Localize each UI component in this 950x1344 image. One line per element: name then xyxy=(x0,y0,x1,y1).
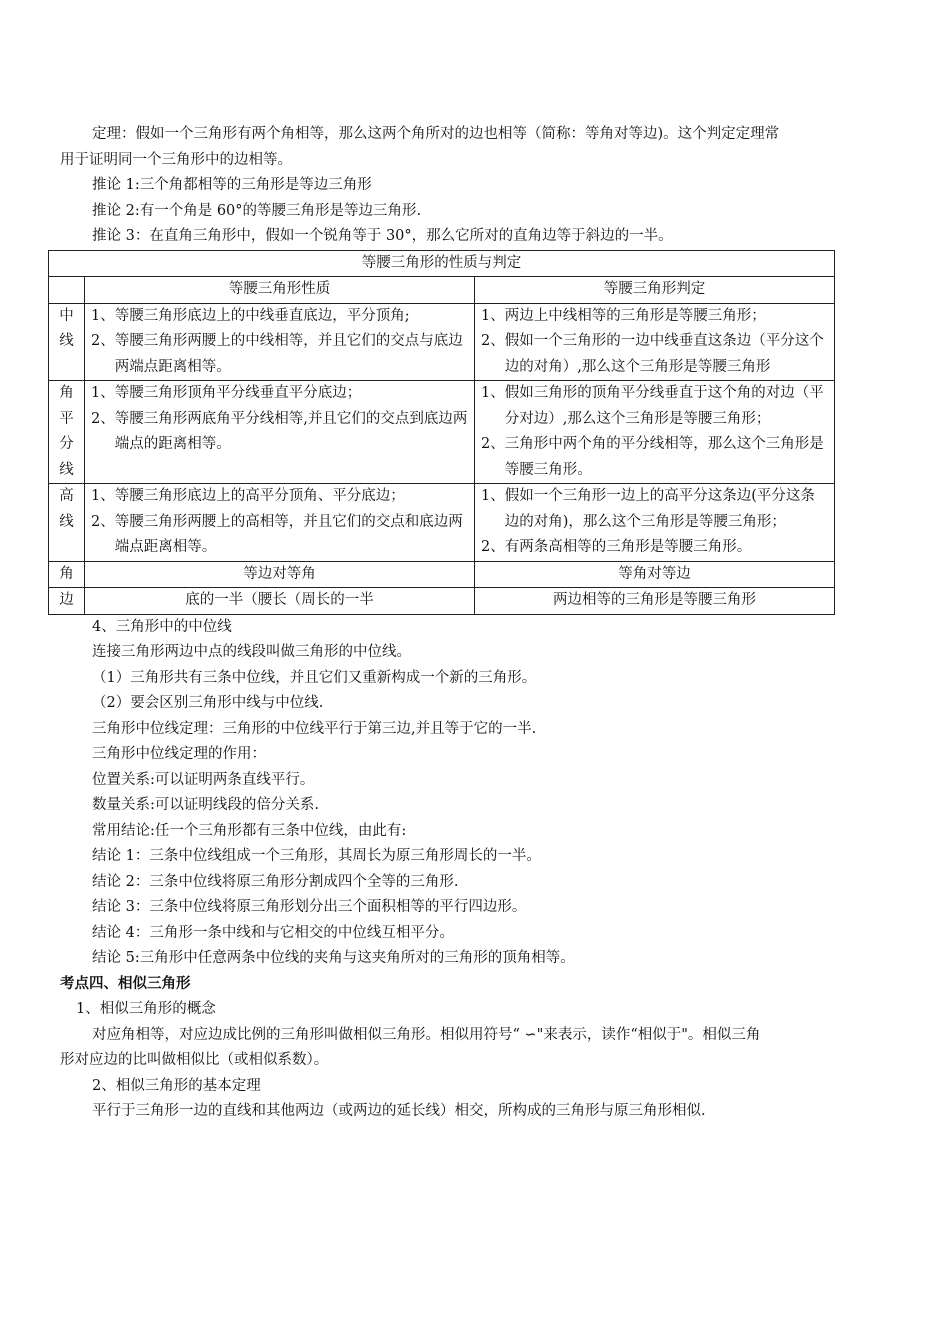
midline-heading: 4、三角形中的中位线 xyxy=(92,618,232,635)
table-row xyxy=(49,303,835,381)
section-title: 考点四、相似三角形 xyxy=(60,975,191,992)
table-row xyxy=(49,484,835,562)
list-item: 1、 两边上中线相等的三角形是等腰三角形； xyxy=(481,307,766,324)
conclusion-4: 结论 4：三角形一条中线和与它相交的中位线互相平分。 xyxy=(92,924,454,941)
list-item: 2、 三角形中两个角的平分线相等，那么这个三角形是等腰三角形。 xyxy=(481,436,824,478)
table-title: 等腰三角形的性质与判定 xyxy=(49,250,835,277)
row-label-angle: 角 xyxy=(49,561,85,588)
angle-property: 等边对等角 xyxy=(85,561,475,588)
conclusion-3: 结论 3：三条中位线将原三角形划分出三个面积相等的平行四边形。 xyxy=(92,899,527,915)
conclusion-2: 结论 2：三条中位线将原三角形分割成四个全等的三角形. xyxy=(92,873,459,890)
row-label-bisector: 角 平 分 线 xyxy=(49,381,85,484)
document-page xyxy=(60,122,894,1125)
list-item: 2、 有两条高相等的三角形是等腰三角形。 xyxy=(481,539,752,555)
corollary-3: 推论 3：在直角三角形中，假如一个锐角等于 30°，那么它所对的直角边等于斜边的一半。 xyxy=(92,228,673,244)
table-row xyxy=(49,588,835,615)
table-row xyxy=(49,561,835,588)
list-item: 1、 等腰三角形底边上的高平分顶角、平分底边； xyxy=(91,488,405,504)
midline-position: 位置关系:可以证明两条直线平行。 xyxy=(92,771,315,788)
conclusion-1: 结论 1：三条中位线组成一个三角形，其周长为原三角形周长的一半。 xyxy=(92,848,541,864)
list-item: 2、 假如一个三角形的一边中线垂直这条边（平分这个边的对角）,那么这个三角形是等腰三角形 xyxy=(481,333,824,375)
corollary-1: 推论 1:三个角都相等的三角形是等边三角形 xyxy=(92,177,372,193)
midline-common: 常用结论:任一个三角形都有三条中位线，由此有: xyxy=(92,822,407,839)
median-judgements xyxy=(475,303,835,381)
theorem-line-1: 定理：假如一个三角形有两个角相等，那么这两个角所对的边也相等（简称：等角对等边)。这个判定定理常 xyxy=(92,126,780,142)
corollary-2: 推论 2:有一个角是 60°的等腰三角形是等边三角形. xyxy=(92,202,422,219)
subsection-1: 1、相似三角形的概念 xyxy=(76,1001,216,1017)
angle-judgement: 等角对等边 xyxy=(475,561,835,588)
similar-def-line-1: 对应角相等，对应边成比例的三角形叫做相似三角形。相似用符号“ ∽"来表示，读作“相似于"。相似三角 xyxy=(92,1026,761,1043)
midline-definition: 连接三角形两边中点的线段叫做三角形的中位线。 xyxy=(92,644,411,660)
similar-theorem: 平行于三角形一边的直线和其他两边（或两边的延长线）相交，所构成的三角形与原三角形相似. xyxy=(92,1103,706,1119)
row-label-median: 中 线 xyxy=(49,303,85,381)
midline-theorem: 三角形中位线定理：三角形的中位线平行于第三边,并且等于它的一半. xyxy=(92,720,537,737)
midline-role: 三角形中位线定理的作用： xyxy=(92,746,266,762)
row-label-side: 边 xyxy=(49,588,85,615)
midline-point-2: （2）要会区别三角形中线与中位线. xyxy=(92,695,324,711)
list-item: 2、 等腰三角形两腰上的高相等，并且它们的交点和底边两端点距离相等。 xyxy=(91,513,463,555)
conclusion-5: 结论 5:三角形中任意两条中位线的夹角与这夹角所对的三角形的顶角相等。 xyxy=(92,950,575,966)
midline-quantity: 数量关系:可以证明线段的倍分关系. xyxy=(92,797,319,813)
isosceles-table xyxy=(48,250,835,615)
bisector-properties xyxy=(85,381,475,484)
list-item: 1、 假如一个三角形一边上的高平分这条边(平分这条边的对角)，那么这个三角形是等腰三角形； xyxy=(481,488,815,530)
list-item: 1、 等腰三角形顶角平分线垂直平分底边； xyxy=(91,385,362,401)
altitude-properties xyxy=(85,484,475,562)
median-properties xyxy=(85,303,475,381)
list-item: 1、 等腰三角形底边上的中线垂直底边，平分顶角; xyxy=(91,307,410,324)
row-label-altitude: 高 线 xyxy=(49,484,85,562)
midline-point-1: （1）三角形共有三条中位线，并且它们又重新构成一个新的三角形。 xyxy=(92,669,537,686)
altitude-judgements xyxy=(475,484,835,562)
theorem-line-2: 用于证明同一个三角形中的边相等。 xyxy=(60,151,292,168)
list-item: 2、 等腰三角形两腰上的中线相等，并且它们的交点与底边两端点距离相等。 xyxy=(91,333,463,375)
subsection-2: 2、相似三角形的基本定理 xyxy=(92,1077,261,1094)
list-item: 2、 等腰三角形两底角平分线相等,并且它们的交点到底边两端点的距离相等。 xyxy=(91,410,468,452)
table-corner xyxy=(49,277,85,304)
header-judgement: 等腰三角形判定 xyxy=(475,277,835,304)
side-property: 底的一半（腰长（周长的一半 xyxy=(85,588,475,615)
side-judgement: 两边相等的三角形是等腰三角形 xyxy=(475,588,835,615)
header-property: 等腰三角形性质 xyxy=(85,277,475,304)
bisector-judgements xyxy=(475,381,835,484)
table-row xyxy=(49,381,835,484)
similar-def-line-2: 形对应边的比叫做相似比（或相似系数）。 xyxy=(60,1052,329,1068)
list-item: 1、 假如三角形的顶角平分线垂直于这个角的对边（平分对边）,那么这个三角形是等腰三角形； xyxy=(481,385,824,427)
